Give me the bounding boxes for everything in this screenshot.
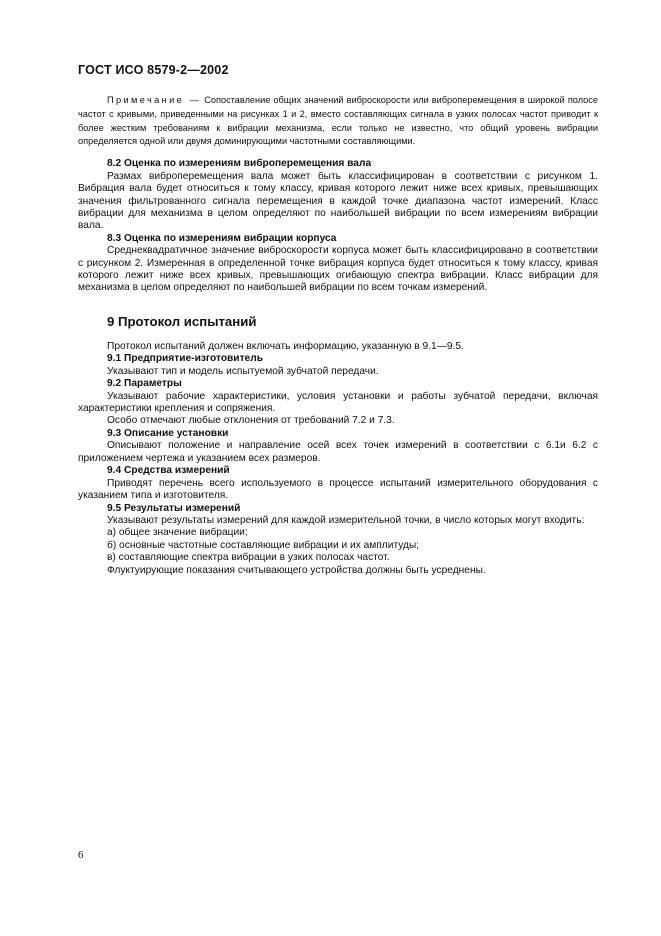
section-9-4-heading: 9.4 Средства измерений	[107, 465, 230, 477]
list-item: а) общее значение вибрации;	[107, 527, 248, 539]
document-header: ГОСТ ИСО 8579-2—2002	[78, 63, 229, 77]
note-text: Сопоставление общих значений виброскорости или виброперемещения в широкой полосе частот с кривыми, приведенными на рисунках 1 и 2, вместо составляющих сигнала в узких полосах частот приводит к более жестким требованиям к вибрации механизма, если только не известно, что общий уровень вибрации определяется одной или двумя доминирующими частотными составляющими.	[78, 95, 598, 147]
section-9-5-heading: 9.5 Результаты измерений	[107, 502, 241, 514]
section-9-intro: Протокол испытаний должен включать информацию, указанную в 9.1—9.5.	[107, 340, 464, 352]
section-9-1-text: Указывают тип и модель испытуемой зубчатой передачи.	[107, 365, 379, 377]
section-8-2-paragraph: Размах виброперемещения вала может быть классифицирован в соответствии с рисунком 1. Вибрация вала будет относиться к тому классу, кривая которого лежит ниже всех кривых, превышающих значения фильтрованного сигнала перемещения в каждой точке диапазона частот измерений. Класс вибрации для механизма в целом определяют по наибольшей вибрации по всем измерениям вибрации вала.	[78, 170, 598, 232]
section-9-1-heading: 9.1 Предприятие-изготовитель	[107, 353, 263, 365]
section-9-2-text: Указывают рабочие характеристики, условия установки и работы зубчатой передачи, включая характеристики крепления и сопряжения.	[78, 390, 598, 415]
section-9-2-text-2: Особо отмечают любые отклонения от требований 7.2 и 7.3.	[107, 415, 395, 427]
note-paragraph	[78, 94, 598, 149]
section-9-2-heading: 9.2 Параметры	[107, 378, 182, 390]
section-9-3-heading: 9.3 Описание установки	[107, 427, 229, 439]
list-item: б) основные частотные составляющие вибрации и их амплитуды;	[107, 539, 420, 551]
section-9-4-text: Приводят перечень всего используемого в процессе испытаний измерительного оборудования с указанием типа и изготовителя.	[78, 477, 598, 502]
section-9-final: Флуктуирующие показания считывающего устройства должны быть усреднены.	[107, 564, 486, 576]
section-8-2-heading: 8.2 Оценка по измерениям виброперемещения вала	[107, 158, 372, 170]
section-8-3-paragraph: Среднеквадратичное значение виброскорости корпуса может быть классифицировано в соответствии с рисунком 2. Измеренная в определенной точке вибрация корпуса будет относиться к тому классу, кривая которого лежит ниже всех кривых, превышающих огибающую спектра вибрации. Класс вибрации для механизма в целом определяют по наибольшей вибрации по всем точкам измерений.	[78, 245, 598, 294]
section-9-title: 9 Протокол испытаний	[107, 313, 257, 329]
section-8-3-heading: 8.3 Оценка по измерениям вибрации корпуса	[107, 232, 337, 244]
document-body	[78, 94, 598, 577]
section-9-5-text: Указывают результаты измерений для каждой измерительной точки, в число которых могут входить:	[107, 515, 585, 526]
list-item: в) составляющие спектра вибрации в узких полосах частот.	[107, 552, 390, 564]
note-label: Примечание —	[107, 95, 202, 105]
page-number: 6	[78, 850, 84, 861]
section-9-3-text: Описывают положение и направление осей всех точек измерений в соответствии с 6.1и 6.2 с приложением чертежа и указанием всех размеров.	[78, 440, 598, 464]
